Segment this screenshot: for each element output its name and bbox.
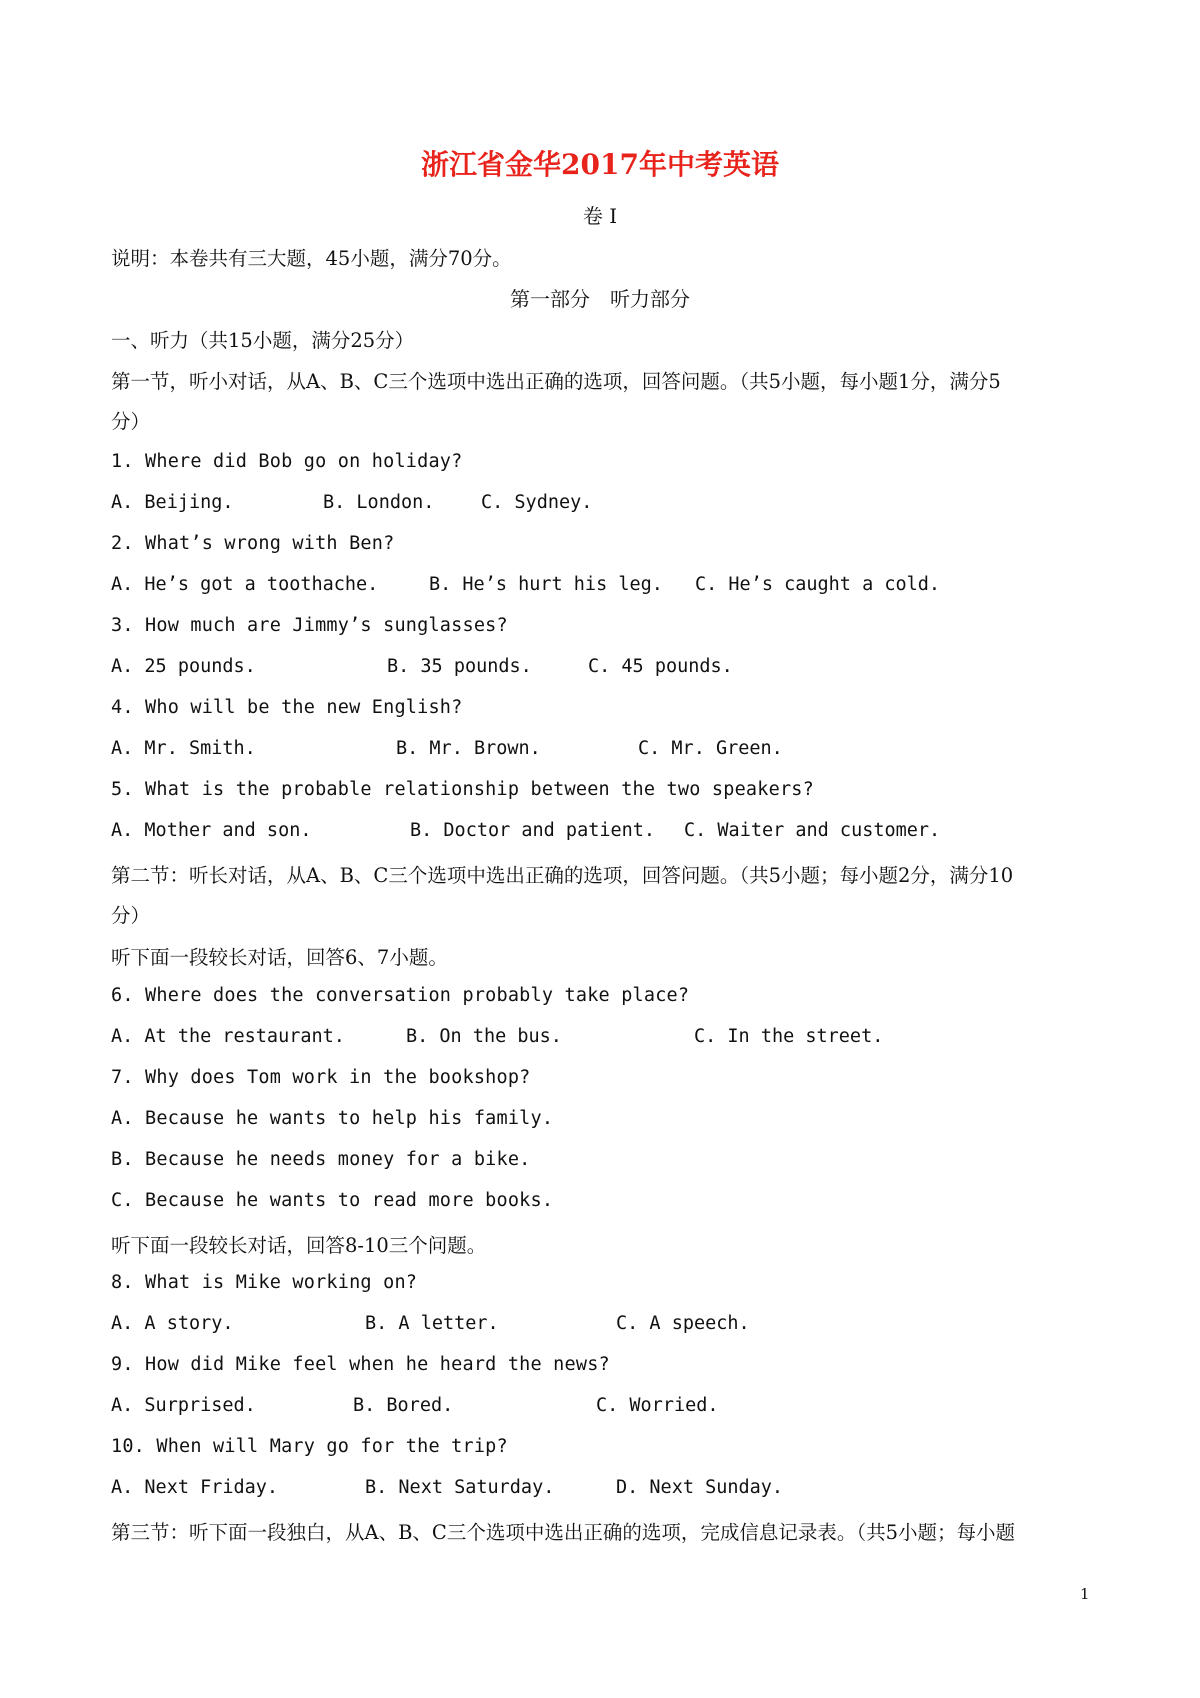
intro-q6-q7: 听下面一段较长对话，回答6、7小题。 — [111, 946, 448, 969]
option-c: C. He’s caught a cold. — [695, 574, 941, 595]
option-a: A. Surprised. — [111, 1395, 256, 1416]
option-a: A. Mr. Smith. — [111, 738, 256, 759]
option-b: B. Bored. — [353, 1395, 454, 1416]
option-b: B. A letter. — [365, 1313, 499, 1334]
exam-title: 浙江省金华2017年中考英语 — [421, 148, 779, 181]
question-7: 7. Why does Tom work in the bookshop? — [111, 1067, 531, 1088]
question-10: 10. When will Mary go for the trip? — [111, 1436, 508, 1457]
option-b: B. 35 pounds. — [387, 656, 532, 677]
exam-note: 说明：本卷共有三大题，45小题，满分70分。 — [111, 247, 512, 270]
option-a: A. At the restaurant. — [111, 1026, 345, 1047]
question-1: 1. Where did Bob go on holiday? — [111, 451, 463, 472]
option-c: C. Mr. Green. — [638, 738, 783, 759]
option-a: A. Mother and son. — [111, 820, 312, 841]
option-a: A. A story. — [111, 1313, 234, 1334]
option-a: A. Beijing. — [111, 492, 234, 513]
section3-instruction: 第三节：听下面一段独白，从A、B、C三个选项中选出正确的选项，完成信息记录表。（共5小题；每小题 — [111, 1521, 1015, 1544]
option-a: A. He’s got a toothache. — [111, 574, 379, 595]
option-7b: B. Because he needs money for a bike. — [111, 1149, 531, 1170]
option-d: D. Next Sunday. — [616, 1477, 784, 1498]
section1-instruction-cont: 分） — [111, 410, 151, 433]
option-a: A. Next Friday. — [111, 1477, 279, 1498]
option-c: C. Worried. — [596, 1395, 719, 1416]
volume-label: 卷 I — [582, 204, 618, 228]
question-2: 2. What’s wrong with Ben? — [111, 533, 395, 554]
section2-instruction-cont: 分） — [111, 904, 151, 927]
page-number: 1 — [1080, 1585, 1090, 1603]
option-c: C. A speech. — [616, 1313, 750, 1334]
section2-instruction: 第二节：听长对话，从A、B、C三个选项中选出正确的选项，回答问题。（共5小题；每小题2分，满分10 — [111, 864, 1014, 887]
section-heading: 一、听力（共15小题，满分25分） — [111, 329, 415, 352]
part-heading: 第一部分 听力部分 — [510, 287, 690, 311]
option-b: B. Doctor and patient. — [410, 820, 656, 841]
option-7c: C. Because he wants to read more books. — [111, 1190, 554, 1211]
option-7a: A. Because he wants to help his family. — [111, 1108, 554, 1129]
option-c: C. Waiter and customer. — [684, 820, 941, 841]
question-4: 4. Who will be the new English? — [111, 697, 463, 718]
option-c: C. In the street. — [694, 1026, 884, 1047]
question-3: 3. How much are Jimmy’s sunglasses? — [111, 615, 508, 636]
intro-q8-q10: 听下面一段较长对话，回答8-10三个问题。 — [111, 1234, 487, 1257]
question-5: 5. What is the probable relationship between the two speakers? — [111, 779, 814, 800]
option-c: C. 45 pounds. — [588, 656, 733, 677]
option-b: B. On the bus. — [406, 1026, 562, 1047]
question-6: 6. Where does the conversation probably take place? — [111, 985, 690, 1006]
question-8: 8. What is Mike working on? — [111, 1272, 418, 1293]
option-a: A. 25 pounds. — [111, 656, 256, 677]
option-c: C. Sydney. — [481, 492, 593, 513]
option-b: B. He’s hurt his leg. — [429, 574, 663, 595]
option-b: B. London. — [323, 492, 435, 513]
option-b: B. Mr. Brown. — [396, 738, 541, 759]
question-9: 9. How did Mike feel when he heard the news? — [111, 1354, 610, 1375]
option-b: B. Next Saturday. — [365, 1477, 555, 1498]
section1-instruction: 第一节，听小对话，从A、B、C三个选项中选出正确的选项，回答问题。（共5小题，每小题1分，满分5 — [111, 370, 1001, 393]
